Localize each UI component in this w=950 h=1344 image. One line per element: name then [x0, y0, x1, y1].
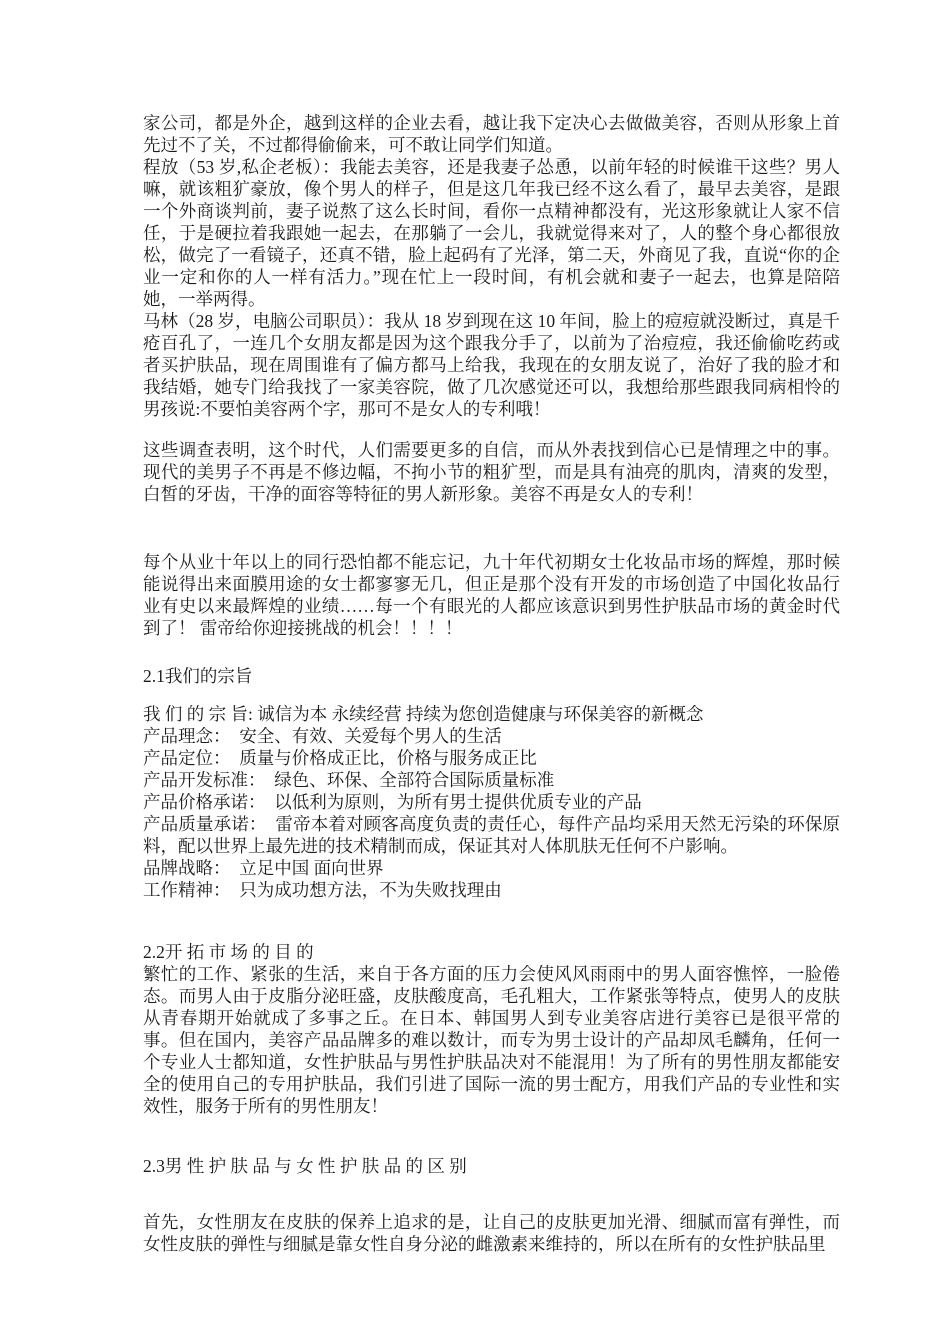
paragraph-market-history: 每个从业十年以上的同行恐怕都不能忘记，九十年代初期女士化妆品市场的辉煌，那时候能说得出来面膜用途的女士都寥寥无几，但正是那个没有开发的市场创造了中国化妆品行业有史以来最辉煌的业绩……每一个有眼光的人都应该意识到男性护肤品市场的黄金时代到了！ 雷帝给你迎接挑战的机会！！！！: [143, 552, 840, 638]
line-product-price-promise: 产品价格承诺： 以低利为原则，为所有男士提供优质专业的产品: [143, 792, 642, 812]
heading-section-2-1: 2.1我们的宗旨: [143, 666, 253, 686]
heading-section-2-2: 2.2开 拓 市 场 的 目 的: [143, 942, 314, 962]
paragraph-skin-difference: 首先，女性朋友在皮肤的保养上追求的是，让自己的皮肤更加光滑、细腻而富有弹性，而女性皮肤的弹性与细腻是靠女性自身分泌的雌激素来维持的，所以在所有的女性护肤品里: [143, 1212, 840, 1254]
paragraph-intro-tail: 家公司，都是外企，越到这样的企业去看，越让我下定决心去做做美容，否则从形象上首先过不了关，不过都得偷偷来，可不敢让同学们知道。: [143, 113, 840, 155]
line-work-spirit: 工作精神： 只为成功想方法，不为失败找理由: [143, 880, 502, 900]
line-product-dev-standard: 产品开发标准： 绿色、环保、全部符合国际质量标准: [143, 770, 555, 790]
document-content: [143, 112, 840, 1255]
line-product-positioning: 产品定位： 质量与价格成正比，价格与服务成正比: [143, 748, 537, 768]
paragraph-survey-conclusion: 这些调查表明，这个时代，人们需要更多的自信，而从外表找到信心已是情理之中的事。现代的美男子不再是不修边幅，不拘小节的粗犷型，而是具有油亮的肌肉，清爽的发型，白皙的牙齿，干净的面容等特征的男人新形象。美容不再是女人的专利！: [143, 440, 840, 504]
paragraph-quote-malin: 马林（28 岁，电脑公司职员）：我从 18 岁到现在这 10 年间，脸上的痘痘就没断过，真是千疮百孔了，一连几个女朋友都是因为这个跟我分手了，以前为了治痘痘，我还偷偷吃药或者买护肤品，现在周围谁有了偏方都马上给我，我现在的女朋友说了，治好了我的脸才和我结婚，她专门给我找了一家美容院，做了几次感觉还可以，我想给那些跟我同病相怜的男孩说:不要怕美容两个字，那可不是女人的专利哦！: [143, 311, 840, 419]
paragraph-product-quality-promise: 产品质量承诺： 雷帝本着对顾客高度负责的责任心，每件产品均采用天然无污染的环保原料，配以世界上最先进的技术精制而成，保证其对人体肌肤无任何不户影响。: [143, 814, 840, 856]
line-brand-strategy: 品牌战略： 立足中国 面向世界: [143, 858, 384, 878]
paragraph-quote-chengfang: 程放（53 岁,私企老板）：我能去美容，还是我妻子怂恿，以前年轻的时候谁干这些？男人嘛，就该粗犷豪放，像个男人的样子，但是这几年我已经不这么看了，最早去美容，是跟一个外商谈判前，妻子说熬了这么长时间，看你一点精神都没有，光这形象就让人家不信任，于是硬拉着我跟她一起去，在那躺了一会儿，我就觉得来对了，人的整个身心都很放松，做完了一看镜子，还真不错，脸上起码有了光泽，第二天，外商见了我，直说“你的企业一定和你的人一样有活力。”现在忙上一段时间，有机会就和妻子一起去，也算是陪陪她，一举两得。: [143, 157, 840, 309]
heading-section-2-3: 2.3男 性 护 肤 品 与 女 性 护 肤 品 的 区 别: [143, 1156, 467, 1176]
paragraph-market-goal: 繁忙的工作、紧张的生活，来自于各方面的压力会使风风雨雨中的男人面容憔悴，一脸倦态。而男人由于皮脂分泌旺盛，皮肤酸度高，毛孔粗大，工作紧张等特点，使男人的皮肤从青春期开始就成了多事之丘。在日本、韩国男人到专业美容店进行美容已是很平常的事。但在国内，美容产品品牌多的难以数计，而专为男士设计的产品却凤毛麟角，任何一个专业人士都知道，女性护肤品与男性护肤品决对不能混用！为了所有的男性朋友都能安全的使用自己的专用护肤品，我们引进了国际一流的男士配方，用我们产品的专业性和实效性，服务于所有的男性朋友！: [143, 964, 840, 1116]
line-mission-statement: 我 们 的 宗 旨: 诚信为本 永续经营 持续为您创造健康与环保美容的新概念: [143, 704, 704, 724]
line-product-concept: 产品理念： 安全、有效、关爱每个男人的生活: [143, 726, 502, 746]
